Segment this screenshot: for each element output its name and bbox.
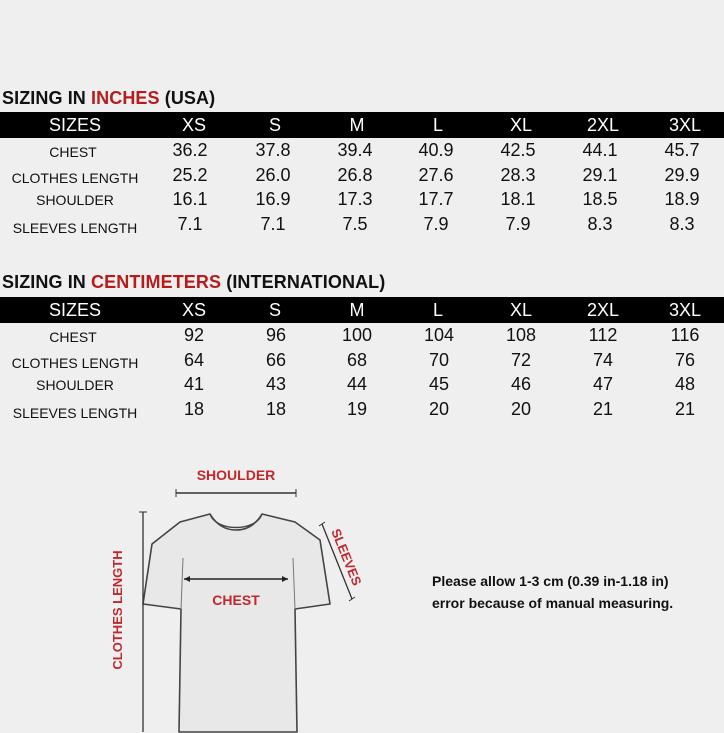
cell-value: 16.9 <box>255 189 291 209</box>
header-2xl: 2XL <box>586 300 620 320</box>
header-sizes: SIZES <box>48 300 102 320</box>
header-m: M <box>349 115 365 135</box>
header-2xl: 2XL <box>586 115 620 135</box>
header-xs: XS <box>181 300 207 320</box>
cell-value: 76 <box>674 350 696 370</box>
header-s: S <box>268 115 282 135</box>
cell-value: 66 <box>265 350 287 370</box>
cell-value: 70 <box>428 350 450 370</box>
tshirt-measurement-diagram <box>0 440 400 733</box>
centimeters-section-title <box>2 272 385 293</box>
row-label: SLEEVES LENGTH <box>12 405 138 421</box>
title-prefix: SIZING IN <box>2 88 92 108</box>
cell-value: 40.9 <box>418 140 454 160</box>
shoulder-label: SHOULDER <box>196 467 276 483</box>
row-label: SHOULDER <box>36 377 114 393</box>
row-label: SHOULDER <box>36 192 114 208</box>
cell-value: 25.2 <box>172 165 208 185</box>
row-label: CLOTHES LENGTH <box>11 355 139 371</box>
header-m: M <box>349 300 365 320</box>
inches-section-title <box>2 88 215 109</box>
cell-value: 26.8 <box>337 165 373 185</box>
tshirt-outline-icon <box>143 514 330 732</box>
table-row <box>0 325 724 349</box>
cell-value: 18 <box>265 399 287 419</box>
title-suffix: (USA) <box>159 88 216 108</box>
header-l: L <box>432 115 444 135</box>
table-row <box>0 189 724 213</box>
table-row <box>0 140 724 164</box>
row-label: CLOTHES LENGTH <box>11 170 139 186</box>
header-sizes: SIZES <box>48 115 102 135</box>
header-s: S <box>268 300 282 320</box>
row-label: CHEST <box>49 329 97 345</box>
title-accent: CENTIMETERS <box>91 272 222 292</box>
cell-value: 100 <box>341 325 373 345</box>
cell-value: 74 <box>592 350 614 370</box>
header-l: L <box>432 300 444 320</box>
title-suffix: (INTERNATIONAL) <box>221 272 386 292</box>
cell-value: 17.7 <box>418 189 454 209</box>
cell-value: 92 <box>183 325 205 345</box>
measurement-note <box>432 570 722 614</box>
header-xl: XL <box>509 115 533 135</box>
cell-value: 20 <box>510 399 532 419</box>
cell-value: 104 <box>423 325 455 345</box>
centimeters-header-bar <box>0 297 724 323</box>
table-row <box>0 374 724 398</box>
table-row <box>0 214 724 238</box>
cell-value: 46 <box>510 374 532 394</box>
cell-value: 26.0 <box>255 165 291 185</box>
cell-value: 7.1 <box>260 214 286 234</box>
cell-value: 44.1 <box>582 140 618 160</box>
cell-value: 18.9 <box>664 189 700 209</box>
cell-value: 16.1 <box>172 189 208 209</box>
header-3xl: 3XL <box>668 300 702 320</box>
header-xl: XL <box>509 300 533 320</box>
cell-value: 45.7 <box>664 140 700 160</box>
title-accent: INCHES <box>91 88 160 108</box>
cell-value: 21 <box>592 399 614 419</box>
row-label: CHEST <box>49 144 97 160</box>
cell-value: 20 <box>428 399 450 419</box>
cell-value: 72 <box>510 350 532 370</box>
cell-value: 48 <box>674 374 696 394</box>
cell-value: 21 <box>674 399 696 419</box>
cell-value: 8.3 <box>669 214 695 234</box>
cell-value: 116 <box>670 325 700 345</box>
length-label: CLOTHES LENGTH <box>110 550 125 670</box>
cell-value: 28.3 <box>500 165 536 185</box>
cell-value: 18.1 <box>500 189 536 209</box>
cell-value: 41 <box>183 374 205 394</box>
table-row <box>0 399 724 423</box>
cell-value: 45 <box>428 374 450 394</box>
cell-value: 64 <box>183 350 205 370</box>
header-xs: XS <box>181 115 207 135</box>
cell-value: 39.4 <box>337 140 373 160</box>
title-prefix: SIZING IN <box>2 272 92 292</box>
row-label: SLEEVES LENGTH <box>12 220 138 236</box>
cell-value: 108 <box>505 325 537 345</box>
cell-value: 8.3 <box>587 214 613 234</box>
cell-value: 37.8 <box>255 140 291 160</box>
cell-value: 96 <box>265 325 287 345</box>
table-row <box>0 350 724 374</box>
header-3xl: 3XL <box>668 115 702 135</box>
cell-value: 18 <box>183 399 205 419</box>
cell-value: 36.2 <box>172 140 208 160</box>
sleeves-label: SLEEVES <box>328 526 365 588</box>
note-line-2: error because of manual measuring. <box>432 595 674 611</box>
chest-label: CHEST <box>212 592 260 608</box>
cell-value: 43 <box>265 374 287 394</box>
note-line-1: Please allow 1-3 cm (0.39 in-1.18 in) <box>432 573 669 589</box>
cell-value: 47 <box>592 374 614 394</box>
cell-value: 19 <box>346 399 368 419</box>
cell-value: 18.5 <box>582 189 618 209</box>
cell-value: 7.5 <box>342 214 368 234</box>
inches-header-bar <box>0 112 724 138</box>
cell-value: 27.6 <box>418 165 454 185</box>
cell-value: 29.9 <box>664 165 700 185</box>
cell-value: 7.1 <box>177 214 203 234</box>
cell-value: 42.5 <box>500 140 536 160</box>
cell-value: 7.9 <box>505 214 531 234</box>
cell-value: 44 <box>346 374 368 394</box>
cell-value: 68 <box>346 350 368 370</box>
cell-value: 7.9 <box>423 214 449 234</box>
cell-value: 29.1 <box>582 165 618 185</box>
cell-value: 17.3 <box>337 189 373 209</box>
cell-value: 112 <box>588 325 618 345</box>
table-row <box>0 165 724 189</box>
